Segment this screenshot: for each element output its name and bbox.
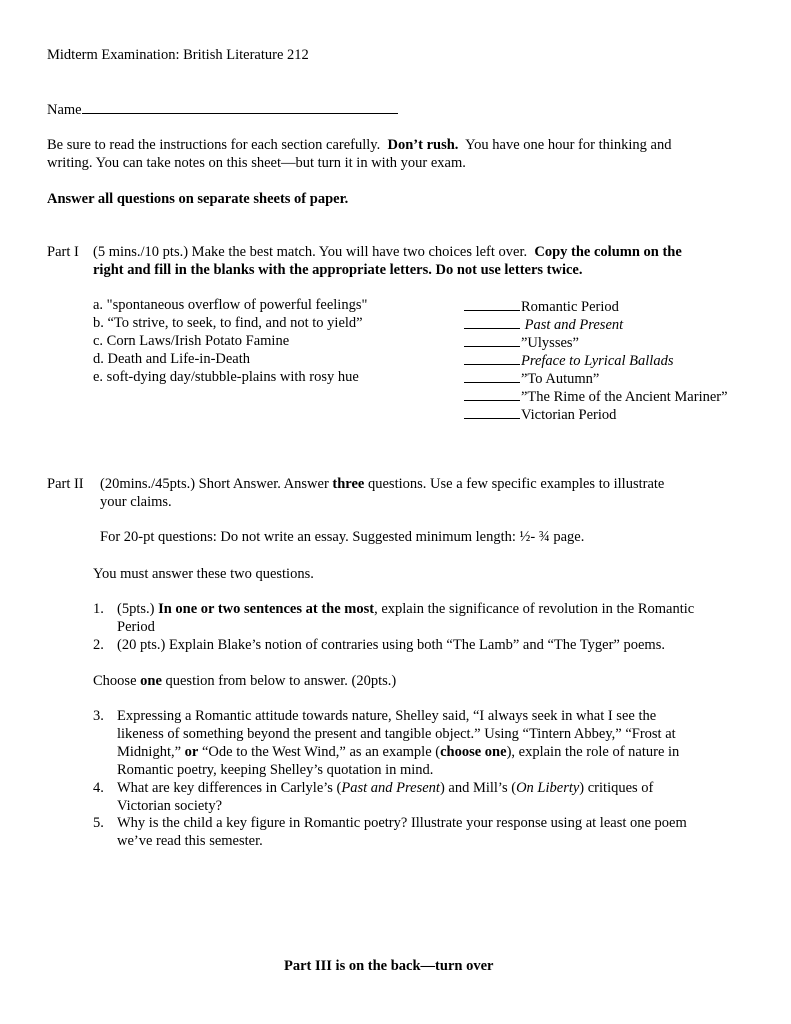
question-5: 5. Why is the child a key figure in Romantic poetry? Illustrate your response using at least one poem (93, 815, 687, 831)
match-right-item: Romantic Period (464, 297, 619, 317)
match-right-item: ”The Rime of the Ancient Mariner” (464, 387, 728, 407)
separate-sheets-instruction: Answer all questions on separate sheets of paper. (47, 191, 349, 207)
part2-instructions-line2: your claims. (100, 494, 172, 510)
match-right-item: Past and Present (464, 315, 623, 335)
answer-blank (464, 387, 520, 401)
match-left-d: d. Death and Life-in-Death (93, 351, 251, 367)
answer-blank (464, 315, 520, 329)
match-right-item: Preface to Lyrical Ballads (464, 351, 673, 371)
question-1: 1. (5pts.) In one or two sentences at the most, explain the significance of revolution in the Romantic (93, 601, 695, 617)
question-number: 3. (93, 708, 104, 724)
question-number: 4. (93, 780, 104, 796)
question-4-line2: Victorian society? (117, 798, 223, 814)
match-left-c: c. Corn Laws/Irish Potato Famine (93, 333, 290, 349)
intro-line-1 (47, 137, 671, 155)
question-3-line3: Midnight,” or “Ode to the West Wind,” as an example (choose one), explain the role of nature in (117, 744, 680, 760)
answer-blank (464, 351, 520, 365)
question-number: 5. (93, 815, 104, 831)
match-left-a: a. "spontaneous overflow of powerful feelings" (93, 297, 368, 313)
name-field (47, 100, 398, 120)
question-number: 2. (93, 637, 104, 653)
answer-blank (464, 333, 520, 347)
must-answer-note: You must answer these two questions. (93, 566, 314, 582)
name-label: Name (47, 102, 82, 118)
intro-line-2: writing. You can take notes on this sheet—but turn it in with your exam. (47, 155, 466, 171)
dont-rush: Don’t rush. (387, 137, 459, 153)
match-right-item: ”To Autumn” (464, 369, 599, 389)
part1-instructions-line1: (5 mins./10 pts.) Make the best match. You will have two choices left over. Copy the column on the (93, 244, 682, 260)
match-right-item: Victorian Period (464, 405, 616, 425)
part1-instructions-line2: right and fill in the blanks with the appropriate letters. Do not use letters twice. (93, 262, 583, 278)
exam-title: Midterm Examination: British Literature 212 (47, 47, 309, 63)
match-left-b: b. “To strive, to seek, to find, and not to yield” (93, 315, 363, 331)
answer-blank (464, 297, 520, 311)
intro-text-a: Be sure to read the instructions for each section carefully. (47, 137, 381, 153)
answer-blank (464, 405, 520, 419)
part2-label: Part II (47, 476, 84, 492)
question-1-line2: Period (117, 619, 155, 635)
question-2: 2. (20 pts.) Explain Blake’s notion of contraries using both “The Lamb” and “The Tyger” poems. (93, 637, 665, 653)
question-5-line2: we’ve read this semester. (117, 833, 263, 849)
question-3-line4: Romantic poetry, keeping Shelley’s quotation in mind. (117, 762, 434, 778)
answer-blank (464, 369, 520, 383)
match-right-item: ”Ulysses” (464, 333, 579, 353)
question-number: 1. (93, 601, 104, 617)
question-4: 4. What are key differences in Carlyle’s (Past and Present) and Mill’s (On Liberty) critiques of (93, 780, 654, 796)
question-3: 3. Expressing a Romantic attitude towards nature, Shelley said, “I always seek in what I see the (93, 708, 657, 724)
match-left-e: e. soft-dying day/stubble-plains with rosy hue (93, 369, 359, 385)
name-blank-line (82, 100, 398, 114)
part2-instructions-line1: (20mins./45pts.) Short Answer. Answer three questions. Use a few specific examples to illustrate (100, 476, 665, 492)
turn-over-footer: Part III is on the back—turn over (284, 958, 494, 974)
part1-label: Part I (47, 244, 79, 260)
twenty-pt-note: For 20-pt questions: Do not write an essay. Suggested minimum length: ½- ¾ page. (100, 529, 585, 545)
choose-one-note: Choose one question from below to answer. (20pts.) (93, 673, 397, 689)
question-3-line2: likeness of something beyond the present and tangible object.” Using “Tintern Abbey,” “Frost at (117, 726, 676, 742)
intro-text-b: You have one hour for thinking and (465, 137, 672, 153)
